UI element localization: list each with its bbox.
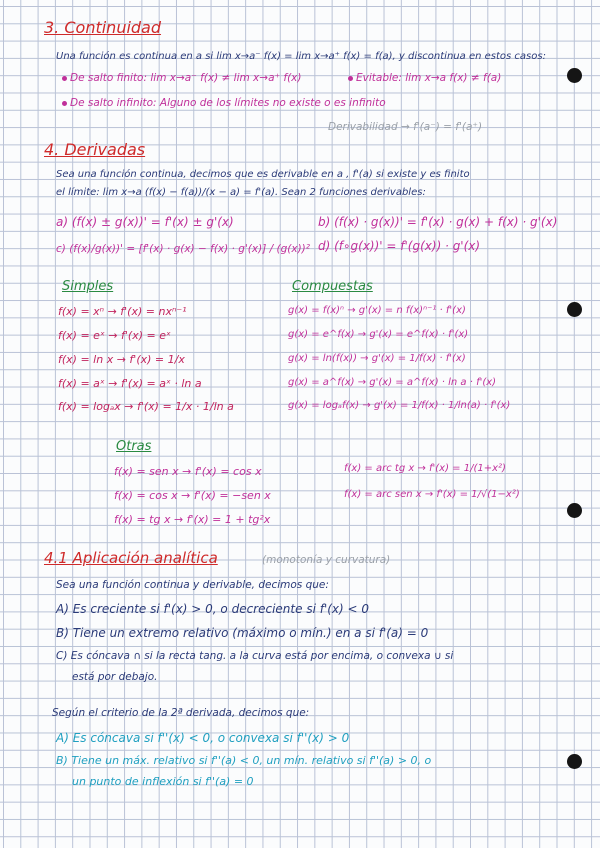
concavity-rule: A) Es cóncava si f''(x) < 0, o convexa si f''(x) > 0 [56,731,350,745]
derivability-note: Derivabilidad → f'(a⁻) = f'(a⁺) [328,121,483,133]
bullet-evitable [348,73,501,84]
simple-rule-exp: f(x) = eˣ → f'(x) = eˣ [58,329,171,342]
simple-rule-log: f(x) = logₐx → f'(x) = 1/x · 1/ln a [58,400,234,413]
composite-rule-log: g(x) = logₐf(x) → g'(x) = 1/f(x) · 1/ln(a) · f'(x) [288,400,511,411]
rule-quotient: c) (f(x)/g(x))' = [f'(x) · g(x) − f(x) · g'(x)] / (g(x))² [56,243,310,255]
section-4-1-title: 4.1 Aplicación analítica [44,549,218,567]
trig-rule-sin: f(x) = sen x → f'(x) = cos x [114,465,262,478]
bullet-dot-icon [62,101,67,106]
curvature-rule-line-1: C) Es cóncava ∩ si la recta tang. a la curva está por encima, o convexa ∪ si [56,650,454,662]
simple-rule-a-pow: f(x) = aˣ → f'(x) = aˣ · ln a [58,377,202,390]
section-3-title: 3. Continuidad [44,18,162,37]
rule-sum: a) (f(x) ± g(x))' = f'(x) ± g'(x) [56,215,234,229]
bullet-salto-finito-text: De salto finito: lim x→a⁻ f(x) ≠ lim x→a⁺ f(x) [70,72,302,84]
composite-rule-ln: g(x) = ln(f(x)) → g'(x) = 1/f(x) · f'(x) [288,353,466,364]
rule-product: b) (f(x) · g(x))' = f'(x) · g(x) + f(x) · g'(x) [318,215,558,229]
bullet-dot-icon [62,76,67,81]
bullet-dot-icon [348,76,353,81]
bullet-salto-finito [62,73,302,84]
application-intro: Sea una función continua y derivable, decimos que: [56,579,329,591]
derivative-definition-line-2: el límite: lim x→a (f(x) − f(a))/(x − a) = f'(a). Sean 2 funciones derivables: [56,187,426,198]
trig-rule-arcsin: f(x) = arc sen x → f'(x) = 1/√(1−x²) [344,489,520,500]
bullet-evitable-text: Evitable: lim x→a f(x) ≠ f(a) [356,72,502,84]
binder-hole-2 [567,302,582,317]
bullet-salto-infinito [62,98,386,109]
trig-rule-cos: f(x) = cos x → f'(x) = −sen x [114,489,271,502]
extremum-rule: B) Tiene un extremo relativo (máximo o mín.) en a si f'(a) = 0 [56,626,429,640]
binder-hole-4 [567,754,582,769]
compuestas-title: Compuestas [292,279,373,294]
composite-rule-a-pow: g(x) = a^f(x) → g'(x) = a^f(x) · ln a · f'(x) [288,377,497,388]
continuity-definition: Una función es continua en a si lim x→a⁻ f(x) = lim x→a⁺ f(x) = f(a), y discontinua en estos casos: [56,51,546,62]
relative-extremum-rule-line-2: un punto de inflexión si f''(a) = 0 [72,775,254,788]
composite-rule-exp: g(x) = e^f(x) → g'(x) = e^f(x) · f'(x) [288,329,469,340]
relative-extremum-rule-line-1: B) Tiene un máx. relativo si f''(a) < 0, un mín. relativo si f''(a) > 0, o [56,754,432,767]
section-4-1-subtitle: (monotonía y curvatura) [262,554,391,566]
otras-title: Otras [116,439,152,454]
simple-rule-ln: f(x) = ln x → f'(x) = 1/x [58,353,185,366]
trig-rule-tan: f(x) = tg x → f'(x) = 1 + tg²x [114,513,271,526]
simples-title: Simples [62,279,114,294]
binder-hole-3 [567,503,582,518]
rule-chain: d) (f∘g(x))' = f'(g(x)) · g'(x) [318,239,481,253]
simple-rule-power: f(x) = xⁿ → f'(x) = nxⁿ⁻¹ [58,305,187,318]
composite-rule-power: g(x) = f(x)ⁿ → g'(x) = n f(x)ⁿ⁻¹ · f'(x) [288,305,466,316]
monotony-rule: A) Es creciente si f'(x) > 0, o decreciente si f'(x) < 0 [56,602,370,616]
curvature-rule-line-2: está por debajo. [72,671,158,683]
bullet-salto-infinito-text: De salto infinito: Alguno de los límites no existe o es infinito [70,97,386,109]
binder-hole-1 [567,68,582,83]
derivative-definition-line-1: Sea una función continua, decimos que es derivable en a , f'(a) si existe y es finito [56,169,470,180]
second-derivative-intro: Según el criterio de la 2ª derivada, decimos que: [52,707,310,719]
trig-rule-arctan: f(x) = arc tg x → f'(x) = 1/(1+x²) [344,463,506,474]
section-4-title: 4. Derivadas [44,140,146,159]
